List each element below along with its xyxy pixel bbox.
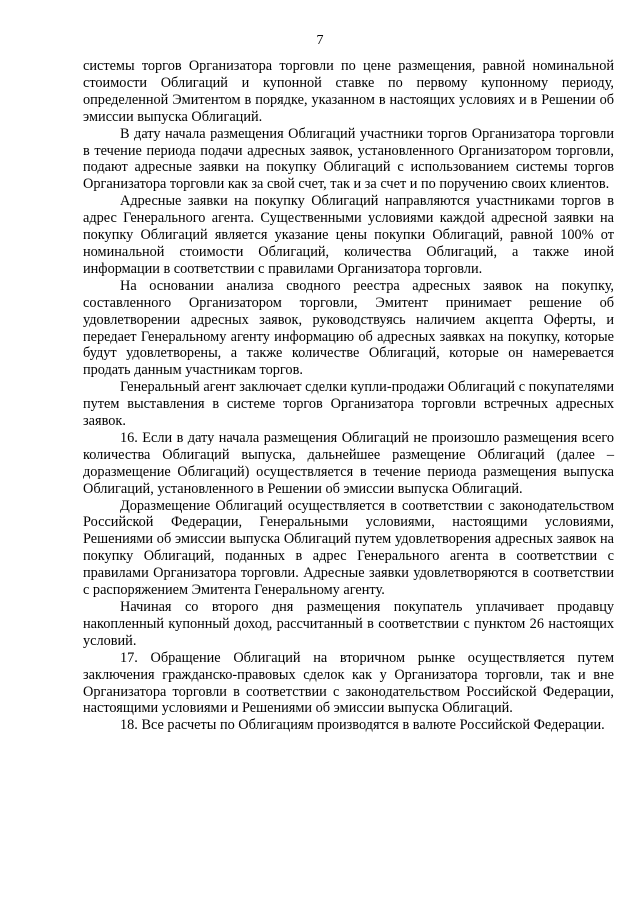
paragraph-general-agent: Генеральный агент заключает сделки купли-продажи Облигаций с покупателями путем выставления в системе торгов Организатора торговли встречных адресных заявок.: [83, 379, 614, 430]
page-number: 7: [316, 33, 324, 48]
paragraph-accrued-coupon: Начиная со второго дня размещения покупатель уплачивает продавцу накопленный купонный доход, рассчитанный в соответствии с пунктом 26 настоящих условий.: [83, 599, 614, 649]
paragraph-item-18: 18. Все расчеты по Облигациям производятся в валюте Российской Федерации.: [120, 717, 605, 734]
paragraph-item-16: 16. Если в дату начала размещения Облигаций не произошло размещения всего количества Облигаций выпуска, дальнейшее размещение Облигаций (далее – доразмещение Облигаций) осуществляется в течение периода размещения выпуска Облигаций, установленного в Решении об эмиссии выпуска Облигаций.: [83, 429, 614, 497]
paragraph-continuation: системы торгов Организатора торговли по цене размещения, равной номинальной стоимости Облигаций и купонной ставке по первому купонному периоду, определенной Эмитентом в порядке, указанном в настоящих условиях и в Решении об эмиссии выпуска Облигаций.: [83, 58, 614, 125]
paragraph-bid-conditions: Адресные заявки на покупку Облигаций направляются участниками торгов в адрес Генерального агента. Существенными условиями каждой адресной заявки на покупку Облигаций является указание цены покупки Облигаций, равной 100% от номинальной стоимости Облигаций, количества Облигаций, а также иной информации в соответствии с правилами Организатора торговли.: [83, 193, 614, 277]
paragraph-additional-placement: Доразмещение Облигаций осуществляется в соответствии с законодательством Российской Федерации, Генеральными условиями, настоящими условиями, Решениями об эмиссии выпуска Облигаций путем удовлетворения адресных заявок на покупку Облигаций, поданных в адрес Генерального агента в соответствии с правилами Организатора торговли. Адресные заявки удовлетворяются в соответствии с распоряжением Эмитента Генеральному агенту.: [83, 497, 614, 599]
paragraph-issuer-decision: На основании анализа сводного реестра адресных заявок на покупку, составленного Организатором торговли, Эмитент принимает решение об удовлетворении адресных заявок, руководствуясь наличием акцепта Оферты, и передает Генеральному агенту информацию об адресных заявках на покупку, которые будут удовлетворены, а также количестве Облигаций, которые он намеревается продать данным участникам торгов.: [83, 277, 614, 379]
paragraph-item-17: 17. Обращение Облигаций на вторичном рынке осуществляется путем заключения гражданско-правовых сделок как у Организатора торговли, так и вне Организатора торговли в соответствии с законодательством Российской Федерации, настоящими условиями и Решениями об эмиссии выпуска Облигаций.: [83, 649, 614, 717]
document-body: [83, 58, 614, 734]
paragraph-address-bids: В дату начала размещения Облигаций участники торгов Организатора торговли в течение периода подачи адресных заявок, установленного Организатором торговли, подают адресные заявки на покупку Облигаций с использованием системы торгов Организатора торговли как за свой счет, так и за счет и по поручению своих клиентов.: [83, 125, 614, 193]
